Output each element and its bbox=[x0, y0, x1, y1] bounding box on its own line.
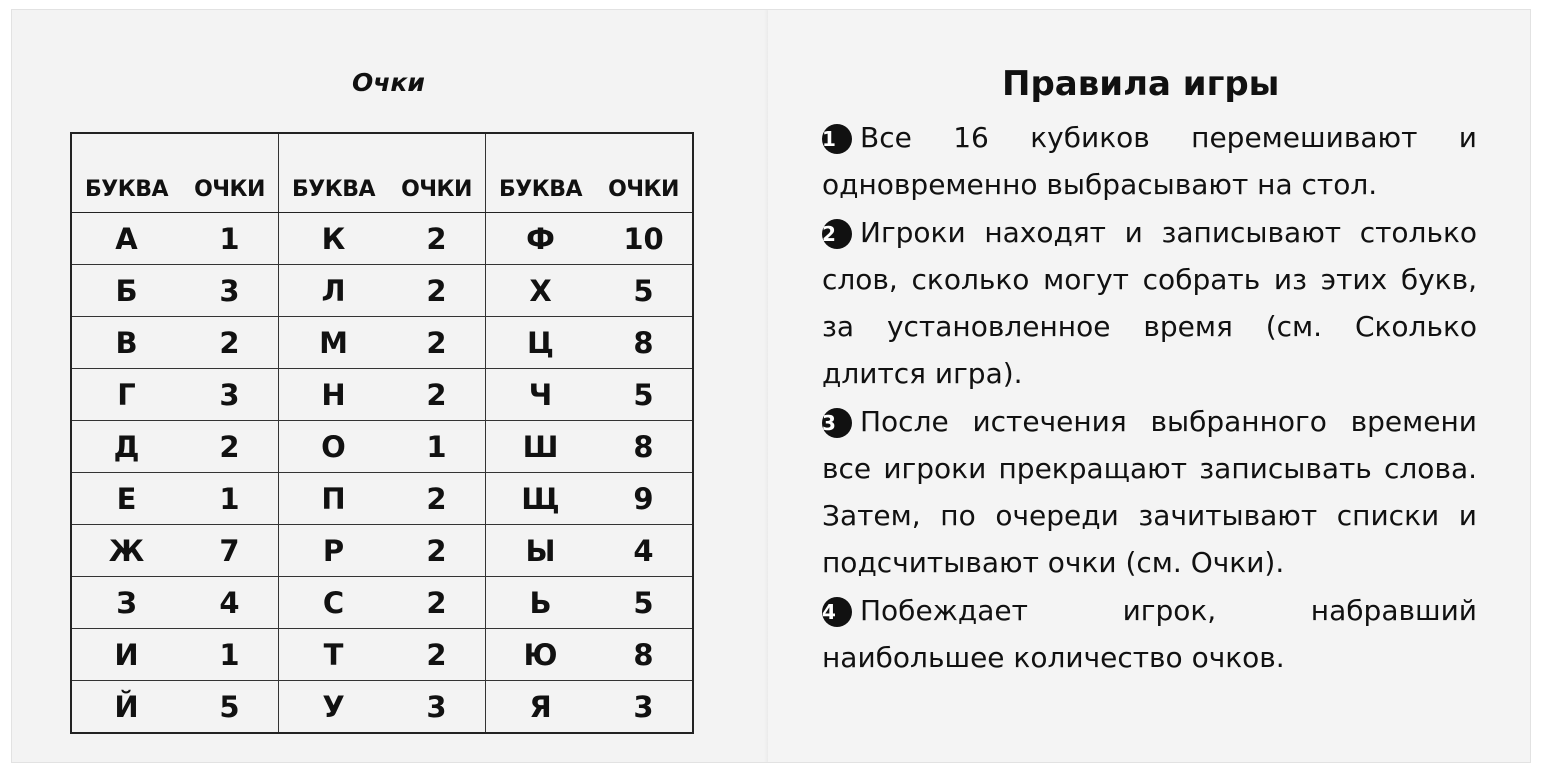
points-cell: 8 bbox=[595, 421, 693, 473]
points-cell: 1 bbox=[181, 213, 279, 265]
letter-cell: Ц bbox=[486, 317, 596, 369]
scores-title: Очки bbox=[352, 68, 425, 97]
table-header-row bbox=[71, 133, 693, 213]
letter-cell: Ш bbox=[486, 421, 596, 473]
letter-cell: У bbox=[279, 681, 389, 734]
header-points: ОЧКИ bbox=[181, 133, 279, 213]
letter-cell: Я bbox=[486, 681, 596, 734]
letter-cell: Ч bbox=[486, 369, 596, 421]
table-row bbox=[71, 421, 693, 473]
points-cell: 4 bbox=[595, 525, 693, 577]
left-page bbox=[12, 10, 768, 762]
rule-text: Все 16 кубиков перемешивают и одновременно выбрасывают на стол. bbox=[822, 121, 1477, 201]
table-row bbox=[71, 369, 693, 421]
letter-cell: З bbox=[71, 577, 181, 629]
letter-cell: Х bbox=[486, 265, 596, 317]
points-cell: 1 bbox=[388, 421, 486, 473]
letter-cell: Р bbox=[279, 525, 389, 577]
points-cell: 8 bbox=[595, 317, 693, 369]
number-badge-icon: 2 bbox=[822, 219, 852, 249]
points-cell: 2 bbox=[388, 265, 486, 317]
points-cell: 9 bbox=[595, 473, 693, 525]
points-cell: 1 bbox=[181, 629, 279, 681]
letter-cell: Г bbox=[71, 369, 181, 421]
table-row bbox=[71, 473, 693, 525]
booklet-spread bbox=[12, 10, 1530, 762]
rules-title: Правила игры bbox=[1002, 64, 1280, 104]
letter-cell: Ю bbox=[486, 629, 596, 681]
points-cell: 3 bbox=[388, 681, 486, 734]
letter-cell: Ь bbox=[486, 577, 596, 629]
table-row bbox=[71, 629, 693, 681]
points-cell: 2 bbox=[388, 317, 486, 369]
header-letter: БУКВА bbox=[486, 133, 596, 213]
table-row bbox=[71, 317, 693, 369]
rule-text: Побеждает игрок, набравший наибольшее количество очков. bbox=[822, 594, 1477, 674]
rule-text: Игроки находят и записывают столько слов, сколько могут собрать из этих букв, за установленное время (см. Сколько длится игра). bbox=[822, 216, 1477, 390]
letter-cell: Н bbox=[279, 369, 389, 421]
table-row bbox=[71, 265, 693, 317]
letter-cell: В bbox=[71, 317, 181, 369]
letter-cell: Е bbox=[71, 473, 181, 525]
points-cell: 3 bbox=[595, 681, 693, 734]
letter-cell: А bbox=[115, 221, 138, 256]
right-page bbox=[768, 10, 1530, 762]
header-points: ОЧКИ bbox=[388, 133, 486, 213]
points-cell: 2 bbox=[388, 525, 486, 577]
points-cell: 5 bbox=[181, 681, 279, 734]
points-cell: 2 bbox=[181, 317, 279, 369]
letter-cell: О bbox=[279, 421, 389, 473]
rule-text: После истечения выбранного времени все игроки прекращают записывать слова. Затем, по очереди зачитывают списки и подсчитывают очки (см. Очки). bbox=[822, 405, 1477, 579]
points-cell: 2 bbox=[181, 421, 279, 473]
letter-cell: Й bbox=[71, 681, 181, 734]
points-cell: 1 bbox=[181, 473, 279, 525]
rule-item bbox=[822, 114, 1477, 208]
letter-cell: Б bbox=[71, 265, 181, 317]
letter-cell: Ф bbox=[486, 213, 596, 265]
header-points: ОЧКИ bbox=[595, 133, 693, 213]
letter-cell: Ж bbox=[71, 525, 181, 577]
letter-cell: М bbox=[279, 317, 389, 369]
points-cell: 2 bbox=[388, 577, 486, 629]
points-cell: 2 bbox=[388, 369, 486, 421]
points-cell: 2 bbox=[388, 213, 486, 265]
header-letter: БУКВА bbox=[279, 133, 389, 213]
rules-list bbox=[822, 114, 1477, 681]
letter-cell: С bbox=[279, 577, 389, 629]
table-row bbox=[71, 525, 693, 577]
number-badge-icon: 1 bbox=[822, 124, 852, 154]
letter-cell: К bbox=[279, 213, 389, 265]
table-row bbox=[71, 681, 693, 734]
points-cell: 8 bbox=[595, 629, 693, 681]
points-cell: 7 bbox=[181, 525, 279, 577]
points-cell: 2 bbox=[388, 473, 486, 525]
points-cell: 5 bbox=[595, 265, 693, 317]
letter-cell: Ы bbox=[486, 525, 596, 577]
points-cell: 3 bbox=[181, 369, 279, 421]
points-cell: 2 bbox=[388, 629, 486, 681]
letter-cell: Щ bbox=[486, 473, 596, 525]
rule-item bbox=[822, 209, 1477, 397]
letter-cell: Д bbox=[71, 421, 181, 473]
letter-cell: Л bbox=[279, 265, 389, 317]
letter-cell: П bbox=[279, 473, 389, 525]
points-cell: 4 bbox=[181, 577, 279, 629]
number-badge-icon: 3 bbox=[822, 408, 852, 438]
letter-scores-table bbox=[70, 132, 694, 734]
points-cell: 5 bbox=[595, 369, 693, 421]
letter-cell: Т bbox=[279, 629, 389, 681]
rule-item bbox=[822, 398, 1477, 586]
points-cell: 5 bbox=[595, 577, 693, 629]
points-cell: 10 bbox=[623, 221, 664, 256]
table-row bbox=[71, 577, 693, 629]
number-badge-icon: 4 bbox=[822, 597, 852, 627]
rule-item bbox=[822, 587, 1477, 681]
table-row bbox=[71, 213, 693, 265]
header-letter: БУКВА bbox=[71, 133, 181, 213]
letter-cell: И bbox=[71, 629, 181, 681]
points-cell: 3 bbox=[181, 265, 279, 317]
